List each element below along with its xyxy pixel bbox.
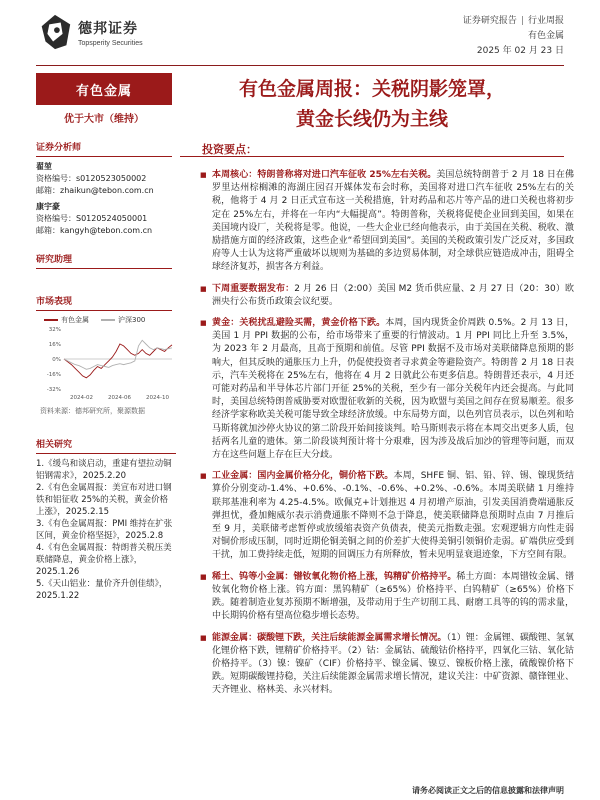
report-meta: 证券研究报告 | 行业周报 有色金属 2025 年 02 月 23 日 (463, 14, 564, 59)
title-line-2: 黄金长线仍为主线 (295, 108, 448, 130)
analyst-email: 邮箱：kangyh@tebon.com.cn (36, 226, 153, 235)
key-point (202, 632, 574, 698)
key-point-body: 美国总统特朗普于 2 月 18 日在佛罗里达州棕榈滩的海湖庄园召开媒体发布会时称，美国将对进口汽车征收 25%左右的关税，他将于 4 月 2 日正式宣布这一关税措施，针对药品和芯片等产品的进口关税也将初步定在 25%左右，并将在一年内“大幅提高”。特朗普称，关税将促使企业回到美国，如果在美国境内设厂，关税将是零。他说，一些大企业已经向他表示，由于美国在关税、税收、激励措施方面的经济政策，这些企业“希望回到美国”。美国的关税政策引发广泛反对，多国政府等人士认为这将严重破坏以规则为基础的多边贸易体制，对全球供应链造成冲击，阻碍全球经济复苏，损害各方利益。 (212, 170, 574, 273)
key-point-body: 2 月 26 日（2:00）美国 M2 货币供应量、2 月 27 日（20：30）欧洲央行公布货币政策会议纪要。 (212, 283, 574, 307)
chart-legend (44, 315, 145, 325)
analyst-2 (36, 201, 172, 237)
legend-item (101, 315, 145, 325)
key-points-list (202, 169, 574, 706)
related-title: 相关研究 (36, 437, 176, 454)
key-point-lead: 下周重要数据发布： (212, 283, 295, 294)
key-points-divider (180, 156, 564, 157)
y-tick-label: -32% (46, 387, 61, 393)
report-category: 行业周报 (527, 16, 564, 26)
series-line-1 (64, 344, 172, 378)
key-points-header (180, 138, 564, 161)
header-sector: 有色金属 (527, 31, 564, 41)
key-point (202, 571, 574, 624)
y-tick-label: 16% (48, 342, 61, 348)
analyst-title: 证券分析师 (36, 140, 172, 157)
analyst-name: 翟堃 (36, 162, 52, 171)
analyst-cert: 资格编号：s0120523050002 (36, 174, 147, 183)
legend-label: 有色金属 (61, 316, 89, 324)
key-point-body: 稀土方面：本周镨钕金属、镨钕氧化物价格上涨。钨方面：黑钨精矿（≥65%）价格持平、白钨精矿（≥65%）价格下跌。随着制造业复苏预期不断增强，及带动用于生产切削工具、耐磨工具等的钨的需求量，中长期钨价格有望高位稳步增长态势。 (212, 571, 574, 622)
market-performance-chart (36, 325, 176, 403)
legend-swatch (44, 319, 58, 321)
report-title (180, 74, 564, 134)
related-item[interactable]: 2.《有色金属周报：美宣布对进口钢铁和铝征收 25%的关税，黄金价格上涨》，2025.2.15 (36, 483, 172, 517)
y-tick-label: 0% (52, 357, 61, 363)
legend-label: 沪深300 (118, 316, 146, 324)
key-point-body: 本周，SHFE 铜、铝、铅、锌、锡、镍现货结算价分别变动-1.4%、+0.6%、-0.1%、-0.6%、+0.2%、-0.6%。本周美联储 1 月维持联邦基准利率为 4.25-4.5%。欧佩克+计划推迟 4 月初增产原油，引发美国消费端通胀反弹担忧，叠加鲍威尔表示消费通胀不降则不急于降息，使美联储降息预期时点由 7 月推后至 9 月，美联储考虑暂停或放缓缩表资产负债表，使美元指数走强。宏观逻辑方向性走弱对铜价形成压制，同时近期伦铜美铜之间的价差扩大使得美铜引领铜价走弱。矿端供应受到干扰，加工费持续走低，短期的回调压力有所释放，暂未见明显衰退迹象，下方空间有限。 (212, 471, 574, 561)
key-point (202, 317, 574, 462)
x-tick-label: 2024-06 (108, 395, 131, 401)
key-point-lead: 稀土、钨等小金属：镨钕氧化物价格上涨，钨精矿价格持平。 (212, 571, 457, 582)
report-date: 2025 年 02 月 23 日 (476, 46, 564, 56)
legend-swatch (101, 319, 115, 321)
logo-chinese-name: 德邦证券 (78, 20, 138, 37)
key-point-lead: 能源金属：碳酸锂下跌，关注后续能源金属需求增长情况。 (212, 632, 447, 643)
key-points-title: 投资要点： (202, 143, 257, 156)
key-point-body: 本周，国内现货金价周跌 0.5%。2 月 13 日，美国 1 月 PPI 数据的公布，给市场带来了重要的行情波动。1 月 PPI 同比上升至 3.5%，为 2023 年 2 月最高，且高于预期和前值。尽管 PPI 数据不及市场对美联储降息预期的影响大，但其反映的通胀压力上升，仍促使投资者寻求黄金等避险资产。特朗普 2 月 18 日表示，汽车关税将在 25%左右，他将在 4 月 2 日就此公布更多信息。特朗普还表示，4 月还可能对药品和半导体芯片部门开征 25%的关税，至少有一部分关税年内还会提高。与此同时，美国总统特朗普威胁要对欧盟征收新的关税，因为欧盟与美国之间存在贸易顺差。很多经济学家称欧美关税可能导致全球经济放缓。中东局势方面，以色列官员表示，以色列和哈马斯将就加沙停火协议的第二阶段开始间接谈判。哈马斯则表示将在本周交出更多人质，包括两名儿童的遗体。第二阶段谈判预计将十分艰难，因为涉及战后加沙的管理等问题，而双方在这些问题上存在巨大分歧。 (212, 318, 574, 461)
chart-source: 资料来源：德邦研究所，聚源数据 (40, 407, 145, 415)
company-logo (36, 12, 143, 52)
related-item[interactable]: 3.《有色金属周报：PMI 维持在扩张区间，黄金价格坚挺》，2025.2.8 (36, 519, 173, 541)
key-point-lead: 本周核心：特朗普称将对进口汽车征收 25%左右关税。 (212, 170, 437, 180)
related-item[interactable]: 1.《缓鸟和谈启动，重建有望拉动铜铝钢需求》，2025.2.20 (36, 459, 172, 481)
series-line-2 (64, 340, 172, 369)
key-point (202, 470, 574, 562)
report-type: 证券研究报告 (462, 16, 517, 26)
x-tick-label: 2024-10 (146, 395, 169, 401)
key-point (202, 283, 574, 309)
sector-label: 有色金属 (36, 73, 172, 105)
rating: 优于大市（维持） (64, 114, 144, 125)
key-point-lead: 黄金：关税扰乱避险买需，黄金价格下跌。 (212, 318, 386, 329)
legend-item (44, 315, 89, 325)
logo-english-name: Topsperity Securities (78, 39, 143, 47)
analyst-name: 康宇豪 (36, 202, 60, 211)
y-tick-label: 32% (48, 327, 61, 333)
analyst-section (36, 140, 172, 237)
key-point (202, 169, 574, 275)
tebon-logo-icon (36, 13, 74, 51)
market-title: 市场表现 (36, 294, 172, 311)
related-list (36, 458, 176, 602)
assistant-section (36, 252, 172, 269)
key-point-lead: 工业金属：国内金属价格分化，铜价格下跌。 (212, 471, 394, 482)
x-tick-label: 2024-02 (70, 395, 93, 401)
y-tick-label: -16% (46, 372, 61, 378)
related-research-section (36, 437, 176, 602)
title-line-1: 有色金属周报：关税阴影笼罩， (238, 78, 505, 100)
analyst-1 (36, 161, 172, 197)
related-item[interactable]: 5.《天山铝业：量价齐升创佳绩》，2025.1.22 (36, 579, 168, 601)
footer-disclaimer: 请务必阅读正文之后的信息披露和法律声明 (412, 786, 564, 795)
analyst-email: 邮箱：zhaikun@tebon.com.cn (36, 186, 154, 195)
key-point-body: （1）锂：金属锂、碳酸锂、氢氧化锂价格下跌，锂精矿价格持平。（2）钴：金属钴、硫酸钴价格持平，四氧化三钴、氧化钴价格持平。（3）镍：镍矿（CIF）价格持平、镍金属、镍豆、镍板价格上涨，硫酸镍价格下跌。短期碳酸锂持稳，关注后续能源金属需求增长情况，建议关注：中矿资源、赣锋锂业、天齐锂业、格林美、永兴材料。 (212, 632, 574, 696)
assistant-title: 研究助理 (36, 252, 172, 269)
market-section (36, 294, 172, 311)
related-item[interactable]: 4.《有色金属周报：特朗普关税压美联储降息，黄金价格上涨》，2025.1.26 (36, 543, 172, 577)
header-divider (36, 65, 564, 66)
analyst-cert: 资格编号：S0120524050001 (36, 214, 148, 223)
